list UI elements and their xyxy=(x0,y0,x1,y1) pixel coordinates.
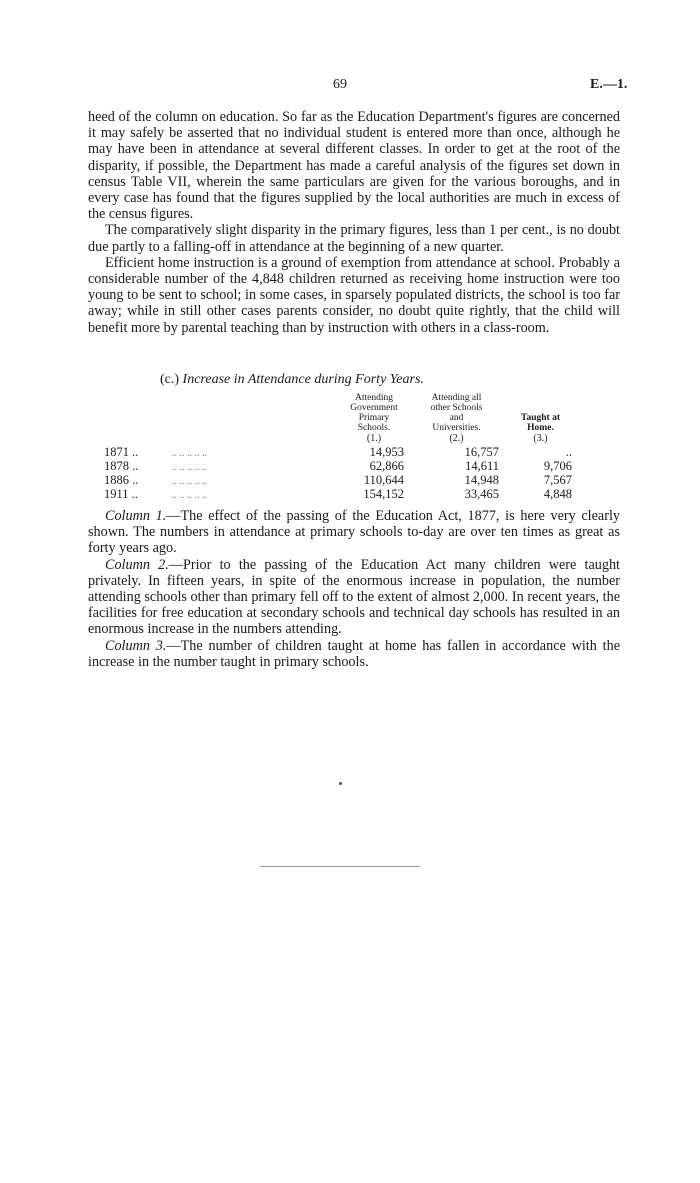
row-leader: .. .. .. .. .. xyxy=(172,490,207,501)
cell-home: .. xyxy=(565,445,572,459)
row-year: 1886 xyxy=(104,473,129,487)
column-header-2: Attending all other Schools and Universities. xyxy=(430,393,483,433)
attendance-table xyxy=(104,393,572,501)
row-year: 1878 xyxy=(104,459,129,473)
paragraph-1: heed of the column on education. So far as the Education Department's figures are concerned it may safely be asserted that no individual student is entered more than once, although he may have been in attendance at several different classes. In order to get at the root of the disparity, if possible, the Department has made a careful analysis of the figures set down in census Table VII, wherein the same particulars are given for the various boroughs, and in every case has found that the figures supplied by the local authorities are much in excess of the census figures. xyxy=(88,109,620,223)
end-rule xyxy=(260,866,420,867)
cell-other-schools: 33,465 xyxy=(464,487,499,501)
cell-home: 9,706 xyxy=(543,459,572,473)
column-number-row xyxy=(104,433,572,445)
column-number-1: (1.) xyxy=(366,433,382,444)
column-note-text: —The number of children taught at home has fallen in accordance with the increase in the number taught in primary schools. xyxy=(88,637,620,670)
column-note-1 xyxy=(88,508,620,557)
stray-mark xyxy=(339,782,342,785)
column-note-text: —The effect of the passing of the Education Act, 1877, is here very clearly shown. The numbers in attendance at primary schools to-day are over ten times as great as forty years ago. xyxy=(88,508,620,557)
column-note-3 xyxy=(88,638,620,670)
row-year: 1871 xyxy=(104,445,129,459)
cell-home: 7,567 xyxy=(543,473,572,487)
row-leader: .. .. .. .. .. xyxy=(172,448,207,459)
caption-prefix: (c.) xyxy=(160,372,180,387)
cell-home: 4,848 xyxy=(543,487,572,501)
paragraph-3: Efficient home instruction is a ground of exemption from attendance at school. Probably a considerable number of the 4,848 children returned as receiving home instruction were too young to be sent to school; in some cases, in sparsely populated districts, the school is too far away; while in still other cases parents consider, no doubt quite rightly, that the child will benefit more by parental teaching than by instruction with others in a class-room. xyxy=(88,254,620,336)
table-row: 1886 .. .. .. .. .. .. 110,644 14,948 7,567 xyxy=(104,473,572,487)
page-number: 69 xyxy=(333,77,347,92)
page-header xyxy=(0,77,700,97)
body-text-top xyxy=(88,109,620,336)
cell-primary: 14,953 xyxy=(369,445,404,459)
column-header-3: Taught at Home. xyxy=(521,413,560,433)
column-note-2 xyxy=(88,557,620,638)
cell-other-schools: 14,611 xyxy=(465,459,499,473)
document-code: E.—1. xyxy=(590,77,628,92)
column-number-3: (3.) xyxy=(533,433,548,444)
row-leader: .. .. .. .. .. xyxy=(172,476,207,487)
table-header-row xyxy=(104,393,572,433)
cell-other-schools: 14,948 xyxy=(464,473,499,487)
row-leader: .. .. .. .. .. xyxy=(172,462,207,473)
table-row: 1878 .. .. .. .. .. .. 62,866 14,611 9,706 xyxy=(104,459,572,473)
cell-primary: 154,152 xyxy=(363,487,404,501)
cell-primary: 62,866 xyxy=(369,459,404,473)
table-row: 1911 .. .. .. .. .. .. 154,152 33,465 4,848 xyxy=(104,487,572,501)
cell-other-schools: 16,757 xyxy=(464,445,499,459)
column-header-1: Attending Government Primary Schools. xyxy=(350,393,398,433)
column-number-2: (2.) xyxy=(449,433,464,444)
cell-primary: 110,644 xyxy=(363,473,404,487)
column-note-label: Column 1. xyxy=(105,508,167,524)
column-note-label: Column 2. xyxy=(105,556,169,573)
body-text-bottom xyxy=(88,508,620,670)
table-caption xyxy=(160,372,424,388)
table-row: 1871 .. .. .. .. .. .. 14,953 16,757 .. xyxy=(104,445,572,459)
column-note-text: —Prior to the passing of the Education Act many children were taught privately. In fifteen years, in spite of the enormous increase in population, the number attending schools other than primary fell off to the extent of almost 2,000. In recent years, the facilities for free education at secondary schools and technical day schools has resulted in an enormous increase in the numbers attending. xyxy=(88,556,620,638)
row-year: 1911 xyxy=(104,487,129,501)
column-note-label: Column 3. xyxy=(105,637,167,654)
paragraph-2: The comparatively slight disparity in the primary figures, less than 1 per cent., is no doubt due partly to a falling-off in attendance at the beginning of a new quarter. xyxy=(88,222,620,255)
caption-title: Increase in Attendance during Forty Years. xyxy=(182,372,424,387)
